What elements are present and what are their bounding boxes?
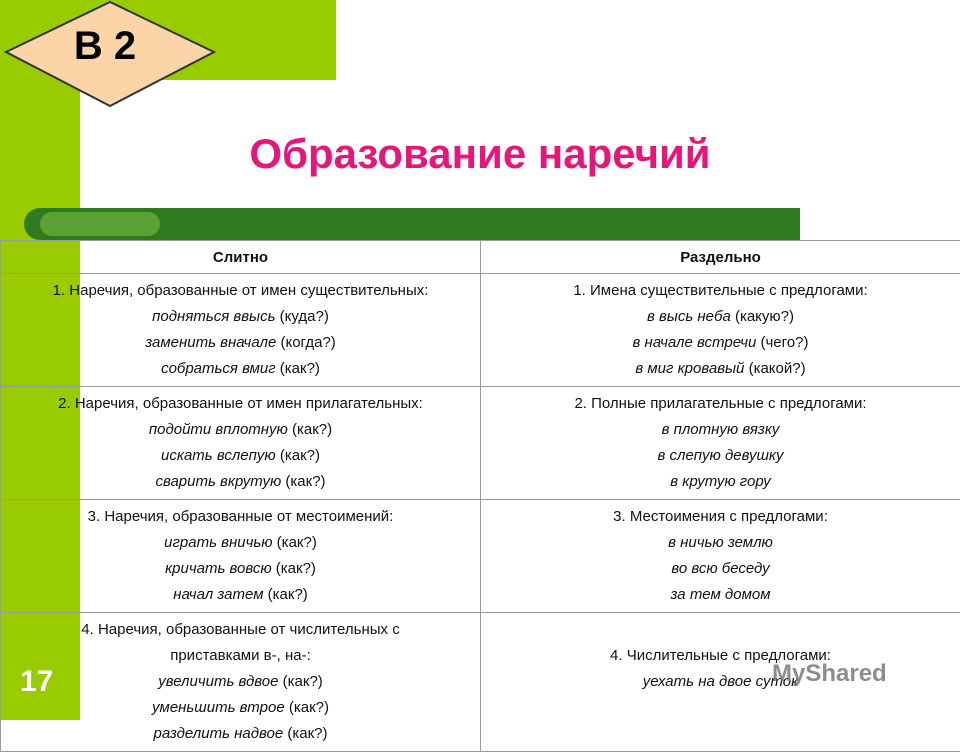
- example-word: разделить надвое: [153, 725, 283, 742]
- rule-heading: 3. Местоимения с предлогами:: [487, 504, 954, 530]
- example: [487, 417, 954, 443]
- example: [7, 530, 474, 556]
- table-header-row: [1, 241, 960, 274]
- example-word: заменить вначале: [145, 334, 276, 351]
- example-question: (как?): [276, 360, 320, 377]
- cell-together: [1, 274, 481, 387]
- cell-together: [1, 500, 481, 613]
- example: [7, 356, 474, 382]
- example-word: в слепую девушку: [658, 447, 784, 464]
- cell-together: [1, 387, 481, 500]
- example-question: (как?): [276, 447, 320, 464]
- example-question: (как?): [283, 725, 327, 742]
- example-word: уменьшить втрое: [152, 699, 285, 716]
- example-word: подойти вплотную: [149, 421, 288, 438]
- example-question: (как?): [288, 421, 332, 438]
- example: [487, 530, 954, 556]
- cell-together: [1, 613, 481, 752]
- example: [7, 330, 474, 356]
- header-separately: Раздельно: [481, 241, 960, 274]
- example: [7, 304, 474, 330]
- example: [7, 582, 474, 608]
- badge-label: B 2: [60, 24, 150, 69]
- rule-heading: 4. Числительные с предлогами:: [487, 643, 954, 669]
- example: [487, 582, 954, 608]
- example-word: в высь неба: [647, 308, 731, 325]
- example-question: (как?): [263, 586, 307, 603]
- example-word: в ничью землю: [668, 534, 773, 551]
- example-word: за тем домом: [671, 586, 771, 603]
- example-word: кричать вовсю: [165, 560, 272, 577]
- example-question: (как?): [285, 699, 329, 716]
- example-question: (когда?): [276, 334, 335, 351]
- cell-separately: [481, 274, 960, 387]
- example-word: в плотную вязку: [662, 421, 780, 438]
- example-question: (как?): [273, 534, 317, 551]
- watermark-logo: MyShared: [772, 660, 887, 688]
- example-word: в миг кровавый: [635, 360, 744, 377]
- example: [7, 556, 474, 582]
- example: [487, 443, 954, 469]
- example: [7, 443, 474, 469]
- example-word: уехать на двое суток: [643, 673, 798, 690]
- table-row: [1, 500, 960, 613]
- example: [7, 721, 474, 747]
- rule-heading: 3. Наречия, образованные от местоимений:: [7, 504, 474, 530]
- example: [487, 556, 954, 582]
- example-word: собраться вмиг: [161, 360, 276, 377]
- table-row: [1, 387, 960, 500]
- example: [487, 304, 954, 330]
- decorative-bar-highlight: [40, 212, 160, 236]
- rule-heading: 1. Наречия, образованные от имен существительных:: [7, 278, 474, 304]
- rule-heading: 2. Наречия, образованные от имен прилагательных:: [7, 391, 474, 417]
- example-question: (как?): [272, 560, 316, 577]
- example-word: искать вслепую: [161, 447, 276, 464]
- example-word: играть вничью: [164, 534, 272, 551]
- example-word: во всю беседу: [671, 560, 769, 577]
- header-together: Слитно: [1, 241, 481, 274]
- example-question: (как?): [278, 673, 322, 690]
- example-question: (какой?): [744, 360, 805, 377]
- example: [7, 417, 474, 443]
- spacer: [487, 617, 954, 643]
- example-question: (как?): [281, 473, 325, 490]
- example: [487, 356, 954, 382]
- example-word: увеличить вдвое: [158, 673, 278, 690]
- table-row: [1, 274, 960, 387]
- rule-heading: 1. Имена существительные с предлогами:: [487, 278, 954, 304]
- cell-separately: [481, 613, 960, 752]
- example-word: подняться ввысь: [152, 308, 275, 325]
- example-word: начал затем: [173, 586, 263, 603]
- example-question: (какую?): [731, 308, 794, 325]
- example: [487, 330, 954, 356]
- example: [7, 695, 474, 721]
- page-title: Образование наречий: [180, 130, 780, 178]
- example-question: (куда?): [275, 308, 328, 325]
- example-question: (чего?): [756, 334, 808, 351]
- example-word: сварить вкрутую: [155, 473, 281, 490]
- rule-heading: 2. Полные прилагательные с предлогами:: [487, 391, 954, 417]
- cell-separately: [481, 387, 960, 500]
- rule-heading-continued: приставками в-, на-:: [7, 643, 474, 669]
- cell-separately: [481, 500, 960, 613]
- example-word: в начале встречи: [633, 334, 757, 351]
- example-word: в крутую гору: [670, 473, 770, 490]
- example: [7, 469, 474, 495]
- rule-heading: 4. Наречия, образованные от числительных с: [7, 617, 474, 643]
- page-number: 17: [20, 665, 53, 699]
- example: [7, 669, 474, 695]
- example: [487, 469, 954, 495]
